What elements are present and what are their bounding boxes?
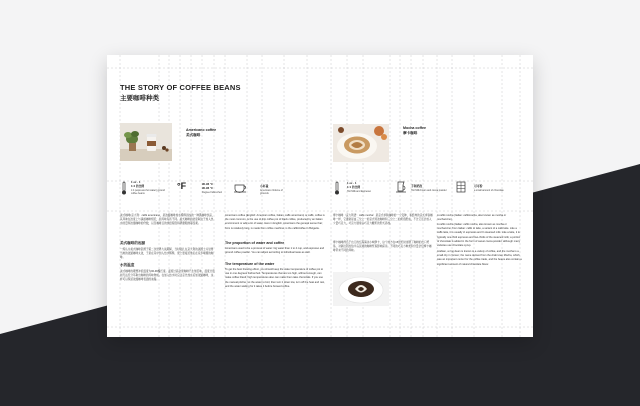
col2-heading-1: The proportion of water and coffee (225, 241, 285, 245)
col4-paragraph-3: Arabian, a ring-bean is known to a variety of coffee, and the mocha is a small city in Yemen; the name derived from the Arab town Mocha, which was an important center for the coffee trade, and the beans also contain a significant amount of natural chocolate flavor. (437, 250, 522, 266)
info-right-3-label: 可可粉 (474, 184, 483, 188)
info-right-1-desc: Hot Milk and Espresso (347, 190, 371, 193)
info-left-3-desc: Americano Volume of grounds (260, 189, 283, 196)
document-page (107, 55, 533, 337)
info-left-1-desc: 1:4 (espresso:hot water) ground coffee beans (131, 189, 165, 196)
mocha-name-cn: 摩卡咖啡 (403, 131, 418, 135)
col2-paragraph-3: To get the best brewing effect, you should keep the water temperature of coffee pot to use in one degrees Fahrenheit. Temperatures that are too high, without enough, can make coffee bland, high temperatures also can make them take chemicals. If you use the manual pitcher, let the water to boil, then turn it down low, turn off the heat and rest, and the water waiting for it takes it before brewed coffee. (225, 268, 325, 288)
col3-paragraph-1: 摩卡咖啡（意大利语：caffè mocha）是意式拿铁咖啡的一个变种，和经典的意式拿铁咖啡一样，它通常是由三分之一的意式特浓咖啡和三分之二的奶泡配成，不过它还会加入少量巧克力，巧克力通常以巧克力糖浆的形式添加。 (333, 214, 433, 226)
info-left-2-label: 90-96 °C (202, 186, 214, 190)
mocha-photo (333, 124, 389, 162)
col1-paragraph-1: 美式咖啡(意大利：caffè americano，是浓缩咖啡加水稀释而成的一种黑咖啡饮品，其风味在浓度上与滴滤咖啡相近，但风味有所不同。美式咖啡的浓度取决于加入热水的量和浓缩咖啡的份数，以及咖啡豆的烘焙程度和研磨粗细等因素。 (120, 214, 215, 226)
col1-heading-2: 水的温度 (120, 263, 135, 267)
info-right-3-desc: a small amount of chocolate (474, 189, 504, 192)
chocolate-icon (456, 181, 466, 193)
thermometer-icon (333, 181, 341, 195)
coffee-cup-icon (234, 182, 247, 193)
layout-guides (107, 55, 533, 337)
col2-heading-2: The temperature of the water (225, 262, 275, 266)
doc-title: THE STORY OF COFFEE BEANS (120, 83, 241, 92)
americano-name-cn: 美式咖啡 (186, 133, 201, 137)
info-right-2-label: 手调奶泡 (411, 184, 423, 188)
info-left-1-num: 1 oz · 1 (131, 180, 141, 184)
info-left-3-label: 小杯量 (260, 184, 269, 188)
latte-art-photo (333, 272, 389, 306)
info-right-1-num: 1 oz · 1 (347, 181, 357, 185)
thermometer-icon (120, 181, 128, 195)
doc-subtitle: 主要咖啡种类 (120, 95, 159, 102)
info-right-1-label: 1:1 的比例 (347, 185, 361, 189)
col4-paragraph-2: A caffè mocha (Italian: caffè mocha, also known as mocha or mochaccino, from Italian: caffè or latte, a variant of a café latte. Like a caffè latte, it is usually ⅓ espresso and ⅔ steamed milk. Like a latte, it is typically one-third espresso and two-thirds of the steamed milk; a portion of chocolate is added in the form of sweet cocoa powder, although many varieties use chocolate syrup. (437, 223, 521, 248)
americano-photo (120, 123, 172, 161)
col2-paragraph-1: Americano coffee (English: American coffee, Italian: caffè americano) or caffè, coffee is the most common, is the use of drip coffee pot of black coffee, produced by an Italian environment or add a lot of water. Here in English, Americano the general sense that; from is relatively long, is made from coffee machine, is the caffè/coffee in Bulgaria. (225, 214, 325, 230)
mocha-name-en: Mocha coffee (403, 126, 426, 130)
americano-name-en: Americano coffee (186, 128, 217, 132)
col4-paragraph-1: A caffè mocha (Italian: caffèmocha, also known as mocha or mochaccino). (437, 214, 507, 222)
info-right-2-desc: Hot Milk Foam and cocoa powder (411, 189, 447, 192)
info-left-2-num: 90-96 °C (202, 182, 214, 186)
col2-paragraph-2: Americano used to be a process of water: big water than 1 to 4 cup, and espresso and ground coffee powder. You can adjust according to individual taste as well. (225, 247, 325, 255)
info-left-1-label: 1:4 的比例 (131, 184, 145, 188)
col1-paragraph-2: 一般认为美式咖啡起源于第二次世界大战期间，当时驻扎在意大利的美国士兵觉得当地的浓缩咖啡太浓，于是在其中加入热水稀释，使之更接近他们在家乡喝惯的咖啡。 (120, 248, 214, 260)
col1-paragraph-3: 美式咖啡的理想冲泡温度为90-96摄氏度。温度过高会使咖啡产生焦苦味，温度过低则无法充分萃取出咖啡的风味物质。在加入热水时应注意先加水后加浓缩咖啡，这样可以保留浓缩咖啡表面的油脂。 (120, 270, 215, 282)
info-left-2-desc: Degree Fahrenheit (202, 191, 222, 194)
fahrenheit-icon: °F (177, 181, 187, 191)
milk-pitcher-icon (395, 180, 407, 193)
col1-heading-1: 美式咖啡的起源 (120, 241, 146, 245)
col3-paragraph-2: 摩卡咖啡得名于也门的红海海边小城摩卡，这个地方在15世纪时垄断了咖啡的出口贸易，对销往阿拉伯半岛区域的咖啡贸易影响深远。不同的巧克力种类和分量会给摩卡咖啡带来不同的风味。 (333, 241, 432, 253)
